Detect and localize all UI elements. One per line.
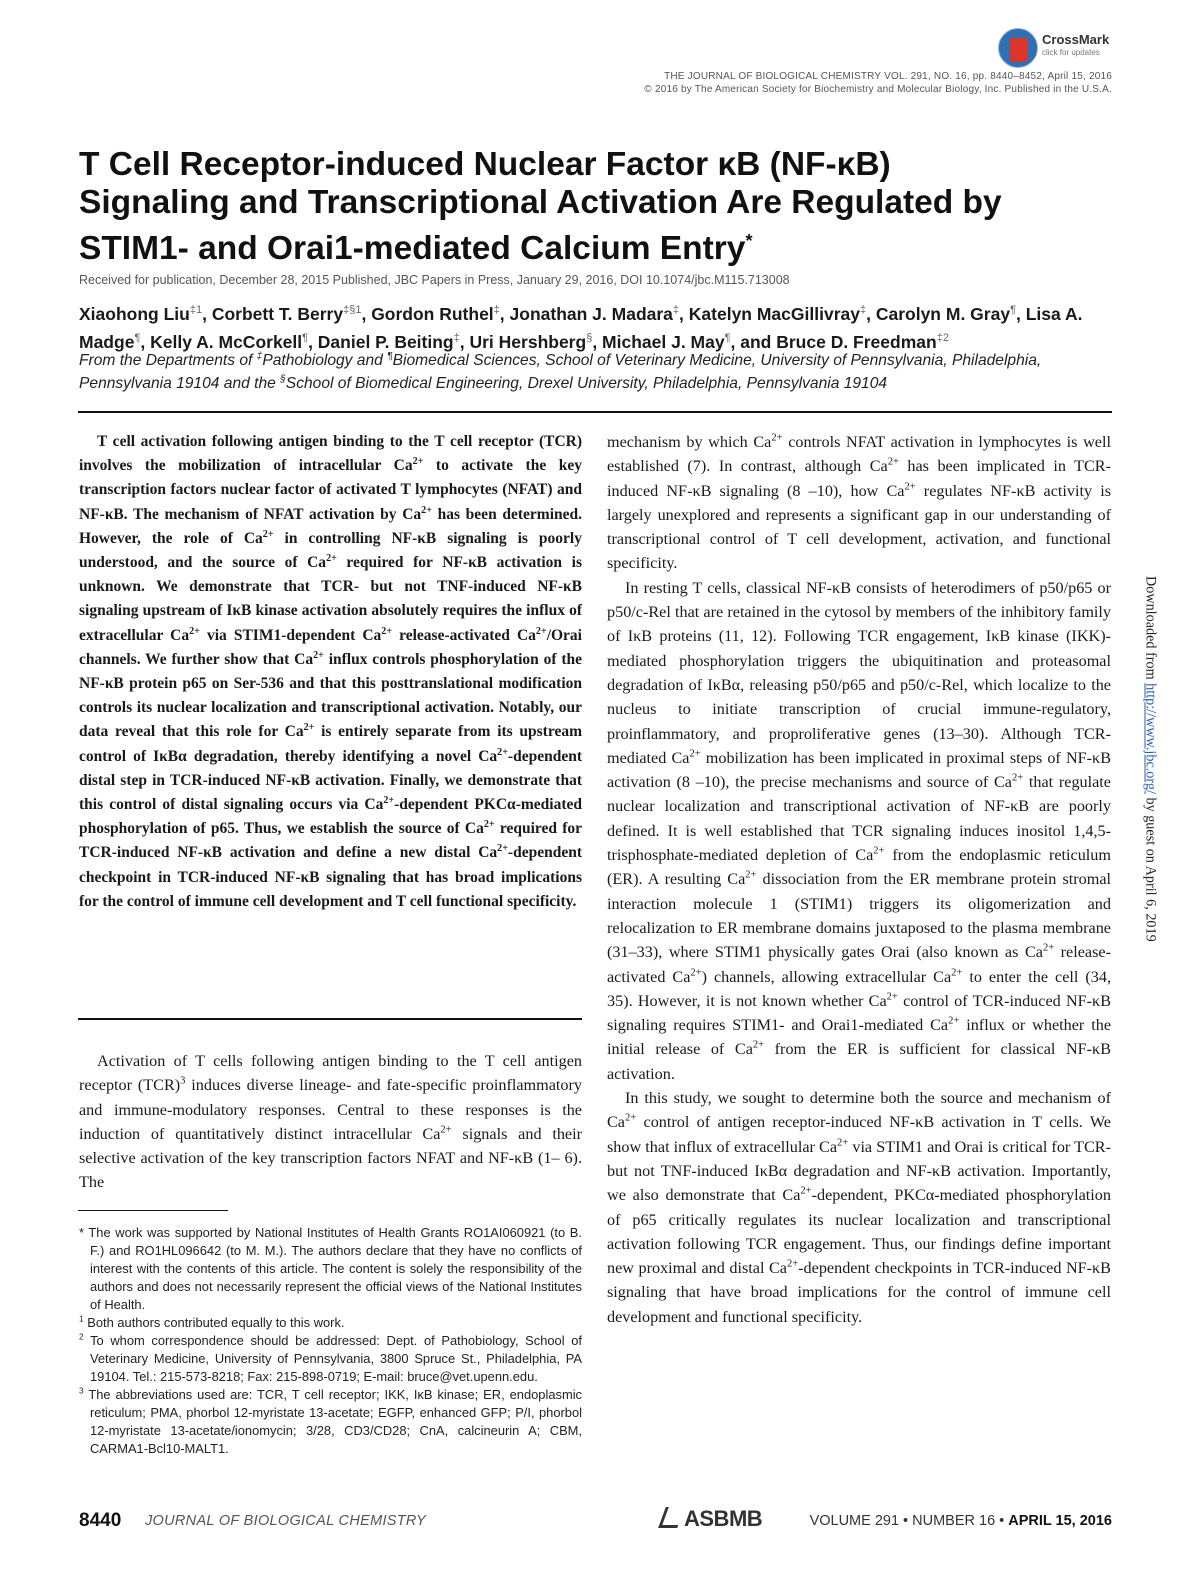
body-paragraph (607, 1086, 1111, 1329)
author-separator: , (361, 303, 372, 324)
author-separator: , (459, 331, 470, 352)
author-name: Michael J. May (602, 331, 725, 352)
footnote-superscript: 2 (79, 1331, 84, 1342)
author-name: Uri Hershberg (469, 331, 587, 352)
author-separator: , (140, 331, 151, 352)
title-footnote-mark: * (745, 231, 753, 251)
page-number: 8440 (79, 1510, 122, 1531)
author-affiliation-mark: ‡ (453, 331, 460, 344)
body-text: controls NFAT activation in lymphocytes is well established (7). In contrast, although Ca (607, 433, 1111, 476)
body-superscript: 2+ (624, 1112, 637, 1124)
affiliation-text: Biomedical Sciences, School of Veterinary Medicine, University of Pennsylvania, Philadelphia, Pennsylvania 19104 and the (79, 352, 1042, 392)
author-affiliation-mark: ‡1 (189, 304, 203, 316)
body-superscript: 2+ (948, 1015, 960, 1027)
body-text: from the endoplasmic reticulum (ER). A resulting Ca (607, 846, 1111, 889)
crossmark-icon (998, 28, 1038, 68)
author-separator: , and (730, 331, 777, 352)
abstract-text: has been determined. However, the role of Ca (79, 505, 582, 547)
abstract-superscript: 2+ (381, 625, 393, 637)
footnote (79, 1386, 582, 1458)
crossmark-label: CrossMark (1042, 32, 1110, 47)
body-text: to enter the cell (34, 35). However, it is not known whether Ca (607, 967, 1111, 1010)
abstract-superscript: 2+ (497, 746, 508, 758)
body-text: release-activated Ca (607, 943, 1111, 986)
abstract-superscript: 2+ (189, 625, 200, 637)
body-superscript: 2+ (887, 456, 899, 468)
affiliation-superscript: ¶ (387, 350, 393, 362)
affiliation-text: Pathobiology and (262, 352, 388, 369)
intro-text: induces diverse lineage- and fate-specific proinflammatory and immune-modulatory responses. Central to these responses is the induction of quantitatively distinct intracellular Ca (79, 1076, 582, 1143)
abstract (79, 430, 582, 914)
body-superscript: 2+ (752, 1040, 765, 1052)
body-paragraph (607, 430, 1111, 576)
download-suffix: by guest on April 6, 2019 (1142, 793, 1159, 942)
author-name: Corbett T. Berry (211, 303, 344, 324)
body-superscript: 2+ (1012, 772, 1024, 784)
footnote-superscript: 1 (79, 1313, 84, 1324)
footnote-text: To whom correspondence should be addressed: Dept. of Pathobiology, School of Veterinary Medicine, University of Pennsylvania, 3800 Spruce St., Philadelphia, PA 19104. Tel.: 215-573-8218; Fax: 215-898-0719; E-mail: bruce@vet.upenn.edu. (83, 1333, 582, 1384)
body-text: dissociation from the ER membrane protein stromal interaction molecule 1 (STIM1) triggers its oligomerization and relocalization to ER membrane domains juxtaposed to the plasma membrane (31–33), where STIM1 physically gates Orai (also known as Ca (607, 870, 1112, 962)
abstract-text: -dependent checkpoint in TCR-induced NF-κB signaling that has broad implications for the control of immune cell development and T cell functional specificity. (79, 844, 582, 910)
abstract-superscript: 2+ (412, 456, 424, 468)
journal-citation: THE JOURNAL OF BIOLOGICAL CHEMISTRY VOL. 291, NO. 16, pp. 8440–8452, April 15, 2016 (664, 71, 1112, 82)
abstract-text: T cell activation following antigen binding to the T cell receptor (TCR) involves the mobilization of intracellular Ca (79, 433, 582, 475)
author-name: Bruce D. Freedman (776, 331, 937, 352)
author-separator: , (499, 303, 510, 324)
title-line-1: T Cell Receptor-induced Nuclear Factor κB (NF-κB) (79, 146, 891, 183)
body-text: from the ER is sufficient for classical NF-κB activation. (607, 1040, 1111, 1083)
header-rule (78, 411, 1112, 413)
body-superscript: 2+ (951, 967, 963, 979)
footer-volume (810, 1513, 1112, 1529)
abstract-text: required for TCR-induced NF-κB activation and define a new distal Ca (79, 820, 582, 862)
body-paragraph (607, 576, 1111, 1086)
abstract-text: is entirely separate from its upstream control of IκBα degradation, thereby identifying a novel Ca (79, 723, 582, 765)
author-separator: , (202, 303, 212, 324)
footnote-text: * The work was supported by National Institutes of Health Grants RO1AI060921 (to B. F.) and RO1HL096642 (to M. M.). The authors declare that they have no conflicts of interest with the contents of this article. The content is solely the responsibility of the authors and does not necessarily represent the official views of the National Institutes of Health. (79, 1225, 582, 1312)
body-text: control of TCR-induced NF-κB signaling requires STIM1- and Orai1-mediated Ca (607, 991, 1111, 1035)
author-name: Gordon Ruthel (371, 303, 494, 324)
abstract-text: release-activated Ca (392, 626, 536, 644)
author-name: Katelyn MacGillivray (688, 303, 860, 324)
abstract-text: -dependent distal step in TCR-induced NF-κB activation. Finally, we demonstrate that this control of distal signaling occurs via Ca (79, 747, 582, 814)
body-superscript: 2+ (771, 432, 783, 444)
author-affiliation-mark: ‡2 (936, 331, 949, 344)
received-dates: Received for publication, December 28, 2015 Published, JBC Papers in Press, January 29, 2016, DOI 10.1074/jbc.M115.713008 (79, 273, 790, 287)
footnote (79, 1224, 582, 1314)
footnote-text: Both authors contributed equally to this work. (83, 1315, 345, 1330)
body-text: control of antigen receptor-induced NF-κB activation in T cells. We show that influx of extracellular Ca (607, 1113, 1111, 1156)
author-separator: , (1015, 303, 1026, 324)
intro-text: Activation of T cells following antigen binding to the T cell antigen receptor (TCR) (79, 1052, 582, 1095)
body-superscript: 2+ (786, 1258, 799, 1270)
abstract-superscript: 2+ (383, 794, 395, 806)
download-prefix: Downloaded from (1142, 576, 1159, 684)
jbc-link[interactable]: http://www.jbc.org/ (1142, 683, 1159, 794)
body-text: -dependent checkpoints in TCR-induced NF-κB signaling that have broad implications for the control of immune cell development and functional specificity. (607, 1259, 1111, 1326)
body-text: In resting T cells, classical NF-κB consists of heterodimers of p50/p65 or p50/c-Rel that are retained in the cytosol by members of the inhibitory family of IκB proteins (11, 12). Following TCR engagement, IκB kinase (IKK)-mediated phosphorylation triggers the ubiquitination and proteasomal degradation of IκBα, releasing p50/p65 and p50/c-Rel, which localize to the nucleus to initiate transcription of crucial immune-regulatory, proinflammatory, and proproliferative genes (13–30). Although TCR-mediated Ca (607, 578, 1111, 767)
abstract-text: influx controls phosphorylation of the NF-κB protein p65 on Ser-536 and that this posttranslational modification controls its nuclear localization and transcriptional activation. Notably, our data reveal that this role for Ca (79, 650, 582, 741)
download-notice (1120, 576, 1180, 996)
author-separator: , (679, 303, 689, 324)
body-superscript: 2+ (690, 967, 702, 979)
footnote-superscript: 3 (79, 1385, 84, 1396)
body-text: ) channels, allowing extracellular Ca (701, 967, 952, 986)
body-superscript: 2+ (745, 869, 757, 881)
author-list (79, 298, 1124, 354)
body-superscript: 2+ (904, 481, 916, 493)
volume-number: VOLUME 291 • NUMBER 16 • (809, 1513, 1009, 1529)
title-line-2: Signaling and Transcriptional Activation Are Regulated by (79, 184, 1002, 221)
footnote-text: The abbreviations used are: TCR, T cell receptor; IKK, IκB kinase; ER, endoplasmic reticulum; PMA, phorbol 12-myristate 13-acetate; EGFP, enhanced GFP; P/I, phorbol 12-myristate 13-acetate/ionomycin; 3/28, CD3/CD28; CnA, calcineurin A; CBM, CARMA1-Bcl10-MALT1. (83, 1387, 582, 1456)
abstract-superscript: 2+ (303, 722, 315, 734)
body-superscript: 2+ (837, 1137, 849, 1149)
footnote (79, 1332, 582, 1386)
author-affiliation-mark: ¶ (724, 331, 731, 344)
author-affiliation-mark: ‡ (672, 304, 680, 316)
footer-journal-name: JOURNAL OF BIOLOGICAL CHEMISTRY (145, 1513, 427, 1529)
body-superscript: 2+ (689, 748, 701, 760)
footnote (79, 1314, 582, 1332)
footnote-rule (78, 1210, 228, 1211)
abstract-superscript: 2+ (262, 528, 274, 540)
body-superscript: 2+ (800, 1185, 812, 1197)
asbmb-logo (662, 1506, 762, 1532)
crossmark-badge[interactable] (996, 26, 1114, 70)
author-name: Lisa A. Madge (79, 303, 1083, 352)
asbmb-text: ASBMB (684, 1506, 763, 1531)
affiliation-superscript: § (280, 373, 286, 385)
intro-superscript: 3 (180, 1075, 186, 1087)
affiliation-superscript: ‡ (256, 350, 263, 362)
body-superscript: 2+ (886, 991, 898, 1003)
author-affiliation-mark: ‡§1 (343, 304, 362, 316)
abstract-superscript: 2+ (326, 552, 337, 564)
abstract-superscript: 2+ (483, 819, 495, 831)
journal-header (644, 70, 1112, 96)
author-affiliation-mark: ¶ (302, 331, 309, 344)
asbmb-icon (658, 1507, 685, 1528)
author-separator: , (308, 331, 318, 352)
copyright-line: © 2016 by The American Society for Biochemistry and Molecular Biology, Inc. Published in the U.S.A. (644, 84, 1112, 95)
body-superscript: 2+ (1042, 942, 1055, 954)
author-name: Daniel P. Beiting (317, 331, 454, 352)
body-text: regulates NF-κB activity is largely unexplored and represents a significant gap in our understanding of transcriptional control of T cell development, activation, and functional specificity. (607, 481, 1111, 573)
footnotes (79, 1224, 582, 1458)
abstract-rule (78, 1018, 582, 1020)
body-text: has been implicated in TCR-induced NF-κB signaling (8 –10), how Ca (607, 457, 1111, 500)
body-text: influx or whether the initial release of Ca (607, 1016, 1111, 1059)
author-separator: , (866, 303, 876, 324)
affiliation-text: School of Biomedical Engineering, Drexel University, Philadelphia, Pennsylvania 19104 (285, 375, 888, 392)
affiliation-text: From the Departments of (79, 352, 257, 369)
author-separator: , (592, 331, 603, 352)
intro-text: signals and their selective activation of the key transcription factors NFAT and NF-κB (1– 6). The (79, 1124, 582, 1192)
abstract-text: to activate the key transcription factors nuclear factor of activated T lymphocytes (NFAT) and NF-κB. The mechanism of NFAT activation by Ca (79, 457, 582, 523)
abstract-text: required for NF-κB activation is unknown. We demonstrate that TCR- but not TNF-induced NF-κB signaling upstream of IκB kinase activation absolutely requires the influx of extracellular Ca (79, 554, 582, 644)
author-name: Carolyn M. Gray (875, 303, 1011, 324)
abstract-text: /Orai channels. We further show that Ca (79, 626, 582, 668)
abstract-superscript: 2+ (421, 504, 432, 516)
author-affiliation-mark: ‡ (493, 304, 500, 316)
intro-superscript: 2+ (440, 1124, 452, 1136)
author-name: Xiaohong Liu (79, 303, 190, 324)
title-line-3: STIM1- and Orai1-mediated Calcium Entry* (79, 230, 753, 268)
body-text: mechanism by which Ca (607, 433, 772, 451)
body-superscript: 2+ (873, 845, 885, 857)
abstract-text: in controlling NF-κB signaling is poorly understood, and the source of Ca (79, 529, 582, 572)
author-name: Kelly A. McCorkell (150, 331, 303, 352)
intro-paragraph (79, 1049, 582, 1195)
body-text: that regulate nuclear localization and transcriptional activation of NF-κB are poorly defined. It is well established that TCR signaling induces inositol 1,4,5-trisphosphate-mediated depletion of Ca (607, 773, 1111, 865)
article-title (79, 146, 1119, 268)
crossmark-sub: click for updates (1042, 48, 1100, 57)
author-affiliation-mark: ¶ (134, 331, 141, 344)
author-affiliation-mark: ‡ (859, 304, 867, 316)
author-affiliation-mark: § (586, 331, 593, 344)
abstract-text: via STIM1-dependent Ca (199, 626, 382, 644)
body-text: via STIM1 and Orai is critical for TCR- but not TNF-induced IκBα degradation and NF-κB activation. Importantly, we also demonstrate that Ca (607, 1137, 1111, 1205)
issue-date: APRIL 15, 2016 (1008, 1513, 1112, 1529)
body-text: -dependent, PKCα-mediated phosphorylation of p65 critically regulates its nuclear localization and transcriptional activation following TCR engagement. Thus, our findings define important new proximal and distal Ca (607, 1186, 1111, 1278)
abstract-superscript: 2+ (497, 843, 508, 855)
abstract-superscript: 2+ (313, 649, 324, 661)
abstract-text: -dependent PKCα-mediated phosphorylation of p65. Thus, we establish the source of Ca (79, 796, 582, 838)
right-column (607, 430, 1111, 1329)
body-text: mobilization has been implicated in proximal steps of NF-κB activation (8 –10), the precise mechanisms and source of Ca (607, 748, 1111, 792)
author-name: Jonathan J. Madara (509, 303, 673, 324)
abstract-superscript: 2+ (535, 625, 547, 637)
body-text: In this study, we sought to determine both the source and mechanism of Ca (607, 1089, 1111, 1132)
affiliations (79, 349, 1124, 395)
author-affiliation-mark: ¶ (1010, 304, 1016, 316)
